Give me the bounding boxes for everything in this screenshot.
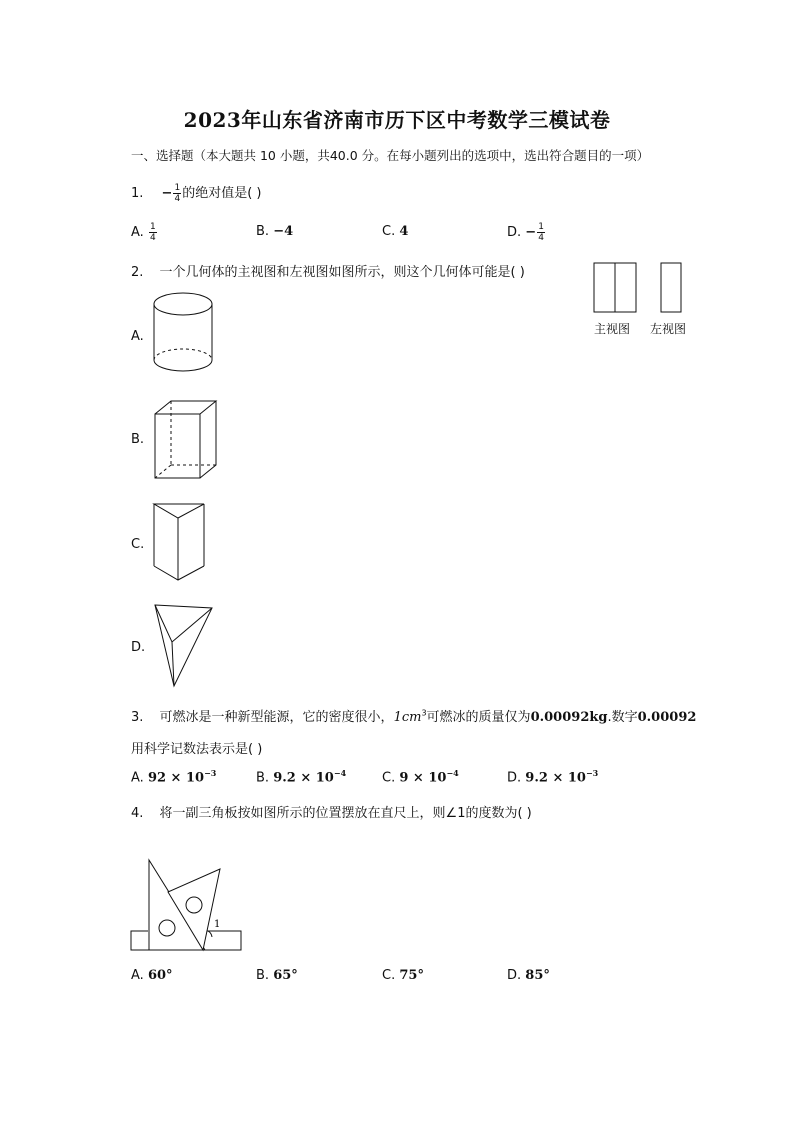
q3-stem-c: .数字	[607, 710, 638, 725]
q3-option-a-exp: −3	[204, 768, 217, 778]
left-view-label: 左视图	[650, 322, 687, 336]
q3-option-a-base: 92 × 10	[147, 770, 205, 786]
q3-option-b	[256, 768, 346, 785]
q4-option-b-value: 65°	[273, 968, 298, 983]
question-4	[131, 802, 532, 821]
pyramid-outline	[155, 605, 212, 686]
q1-frac-num: 1	[174, 183, 181, 193]
page-title: 2023年山东省济南市历下区中考数学三模试卷	[183, 108, 611, 132]
q2-option-a-label: A.	[131, 329, 144, 344]
q3-stem-b: 可燃冰的质量仅为	[426, 710, 531, 725]
q3-mass: 0.00092kg	[530, 710, 608, 725]
q3-line2: 用科学记数法表示是( )	[131, 742, 263, 757]
q1-option-a-den: 4	[149, 233, 156, 243]
q3-number: 3.	[131, 710, 144, 725]
q3-option-d-exp: −3	[585, 768, 599, 778]
q3-number-value: 0.00092	[637, 710, 697, 725]
q1-fraction	[173, 183, 181, 204]
cuboid-top	[155, 401, 216, 414]
q4-number: 4.	[131, 806, 144, 821]
q3-stem-a: 可燃冰是一种新型能源，它的密度很小，	[159, 710, 394, 725]
question-1	[131, 182, 261, 204]
q3-option-d-label: D.	[507, 770, 522, 786]
cuboid-front	[155, 414, 200, 478]
question-3	[131, 706, 696, 725]
pyramid-figure	[150, 602, 220, 690]
q3-option-c-base: 9 × 10	[399, 770, 447, 786]
q4-option-c-label: C.	[382, 968, 396, 983]
q1-option-c	[382, 224, 408, 239]
q4-option-a-label: A.	[131, 968, 144, 983]
q4-option-c	[382, 968, 424, 983]
angle-1-arc	[208, 931, 212, 937]
q1-option-c-value: 4	[399, 224, 409, 239]
q2-option-b-label: B.	[131, 432, 145, 447]
q2-option-c-label: C.	[131, 537, 145, 552]
question-2	[131, 261, 525, 280]
q1-option-d-fraction	[537, 222, 545, 243]
section-heading: 一、选择题（本大题共 10 小题，共40.0 分。在每小题列出的选项中，选出符合题目的一项）	[131, 148, 650, 163]
q4-option-a	[131, 968, 173, 983]
q1-option-b-value: −4	[273, 224, 294, 239]
q1-option-d-num: 1	[538, 222, 544, 232]
prism-bottom	[154, 566, 204, 580]
q1-number: 1.	[131, 186, 144, 201]
q1-frac-den: 4	[174, 194, 181, 204]
q3-option-c-exp: −4	[446, 768, 459, 778]
triangle-ruler-figure	[128, 855, 246, 955]
cylinder-figure	[150, 290, 220, 380]
q1-option-d-neg: −	[525, 225, 537, 240]
cylinder-top	[154, 293, 212, 315]
q3-option-c-label: C.	[382, 770, 396, 786]
pyramid-front-edges	[155, 605, 212, 642]
q2-number: 2.	[131, 265, 144, 280]
q3-option-a	[131, 768, 216, 785]
q3-option-d	[507, 768, 598, 785]
q3-option-b-base: 9.2 × 10	[273, 770, 334, 786]
cuboid-figure	[150, 398, 225, 483]
q3-option-d-base: 9.2 × 10	[525, 770, 586, 786]
q3-unit: 1cm	[393, 710, 422, 725]
q3-option-c	[382, 768, 459, 785]
q4-option-b	[256, 968, 298, 983]
angle-1-label: 1	[214, 919, 221, 930]
q1-option-a-fraction	[149, 222, 157, 243]
q1-option-a-label: A.	[131, 225, 144, 240]
q2-option-d-label: D.	[131, 640, 146, 655]
q1-stem: 的绝对值是( )	[182, 186, 262, 201]
q1-option-d-label: D.	[507, 225, 522, 240]
q1-option-d-den: 4	[538, 233, 544, 243]
front-view-label: 主视图	[594, 322, 631, 336]
cuboid-hidden-diagonal	[155, 465, 171, 478]
q1-option-d	[507, 222, 546, 243]
q4-option-d-label: D.	[507, 968, 522, 983]
q1-option-a	[131, 222, 158, 243]
q3-unit-exp: 3	[421, 708, 427, 718]
q2-stem: 一个几何体的主视图和左视图如图所示，则这个几何体可能是( )	[159, 265, 525, 280]
q3-option-b-label: B.	[256, 770, 270, 786]
cylinder-bottom-hidden	[154, 349, 212, 360]
q4-option-d-value: 85°	[525, 968, 550, 983]
q1-option-b	[256, 224, 293, 239]
q1-option-c-label: C.	[382, 224, 396, 239]
prism-top	[154, 504, 204, 518]
q4-stem: 将一副三角板按如图所示的位置摆放在直尺上，则∠1的度数为( )	[159, 806, 532, 821]
left-view-rect	[661, 263, 681, 312]
q1-option-a-num: 1	[149, 222, 156, 232]
q4-option-c-value: 75°	[399, 968, 424, 983]
cylinder-bottom-front	[154, 360, 212, 371]
q1-option-b-label: B.	[256, 224, 270, 239]
q4-option-d	[507, 968, 550, 983]
q4-option-b-label: B.	[256, 968, 270, 983]
q3-option-a-label: A.	[131, 770, 144, 786]
prism-figure	[150, 500, 215, 585]
q4-option-a-value: 60°	[147, 968, 173, 983]
q1-neg-sign: −	[161, 186, 173, 201]
q3-option-b-exp: −4	[333, 768, 347, 778]
